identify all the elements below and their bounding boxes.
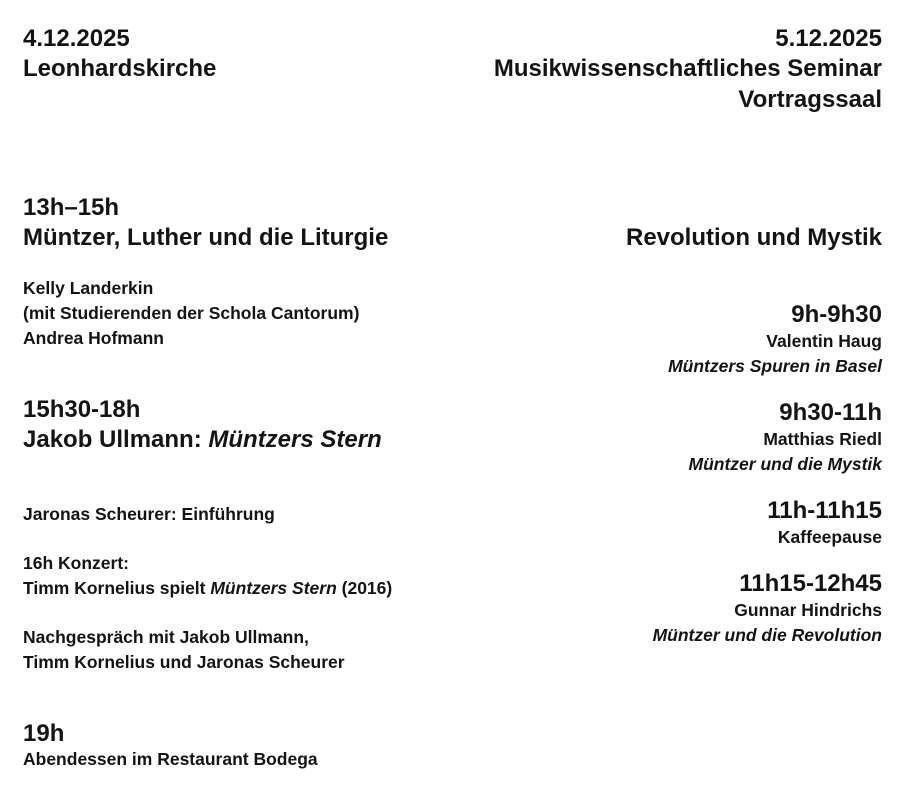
concert-suffix: (2016) — [336, 578, 393, 598]
session1-person: (mit Studierenden der Schola Cantorum) — [23, 303, 360, 323]
day1-venue: Leonhardskirche — [23, 55, 217, 82]
talk-speaker: Valentin Haug — [766, 331, 882, 351]
concert-work: Müntzers Stern — [210, 578, 337, 598]
session2-title-work: Müntzers Stern — [208, 426, 382, 453]
day2-room: Vortragssaal — [738, 86, 882, 113]
talk-speaker: Matthias Riedl — [763, 429, 882, 449]
talk-speaker: Kaffeepause — [777, 527, 882, 547]
session1-person: Kelly Landerkin — [23, 278, 154, 298]
talk-title: Müntzer und die Mystik — [688, 454, 882, 474]
session1-time: 13h–15h — [23, 194, 120, 221]
talk-time: 11h-11h15 — [767, 497, 882, 524]
dinner-time: 19h — [23, 720, 65, 747]
concert-line — [23, 576, 392, 601]
session1-person: Andrea Hofmann — [23, 328, 164, 348]
talk-time: 9h-9h30 — [791, 301, 882, 328]
talk-line: Nachgespräch mit Jakob Ullmann, — [23, 627, 309, 647]
session2-time: 15h30-18h — [23, 396, 141, 423]
talk-title: Müntzers Spuren in Basel — [668, 356, 882, 376]
dinner-text: Abendessen im Restaurant Bodega — [23, 749, 318, 769]
concert-prefix: Timm Kornelius spielt — [23, 578, 211, 598]
concert-heading: 16h Konzert: — [23, 553, 129, 573]
day1-date: 4.12.2025 — [23, 25, 130, 52]
talk-speaker: Gunnar Hindrichs — [734, 600, 882, 620]
talk-line: Timm Kornelius und Jaronas Scheurer — [23, 652, 345, 672]
session2-title-prefix: Jakob Ullmann: — [23, 426, 209, 453]
day2-date: 5.12.2025 — [775, 25, 882, 52]
session1-title: Müntzer, Luther und die Liturgie — [23, 224, 389, 251]
talk-title: Müntzer und die Revolution — [652, 625, 882, 645]
session2-title — [23, 425, 382, 455]
session2-intro: Jaronas Scheurer: Einführung — [23, 504, 275, 524]
day2-theme: Revolution und Mystik — [625, 224, 882, 251]
talk-time: 11h15-12h45 — [739, 570, 882, 597]
day2-venue: Musikwissenschaftliches Seminar — [493, 55, 882, 82]
talk-time: 9h30-11h — [779, 399, 882, 426]
